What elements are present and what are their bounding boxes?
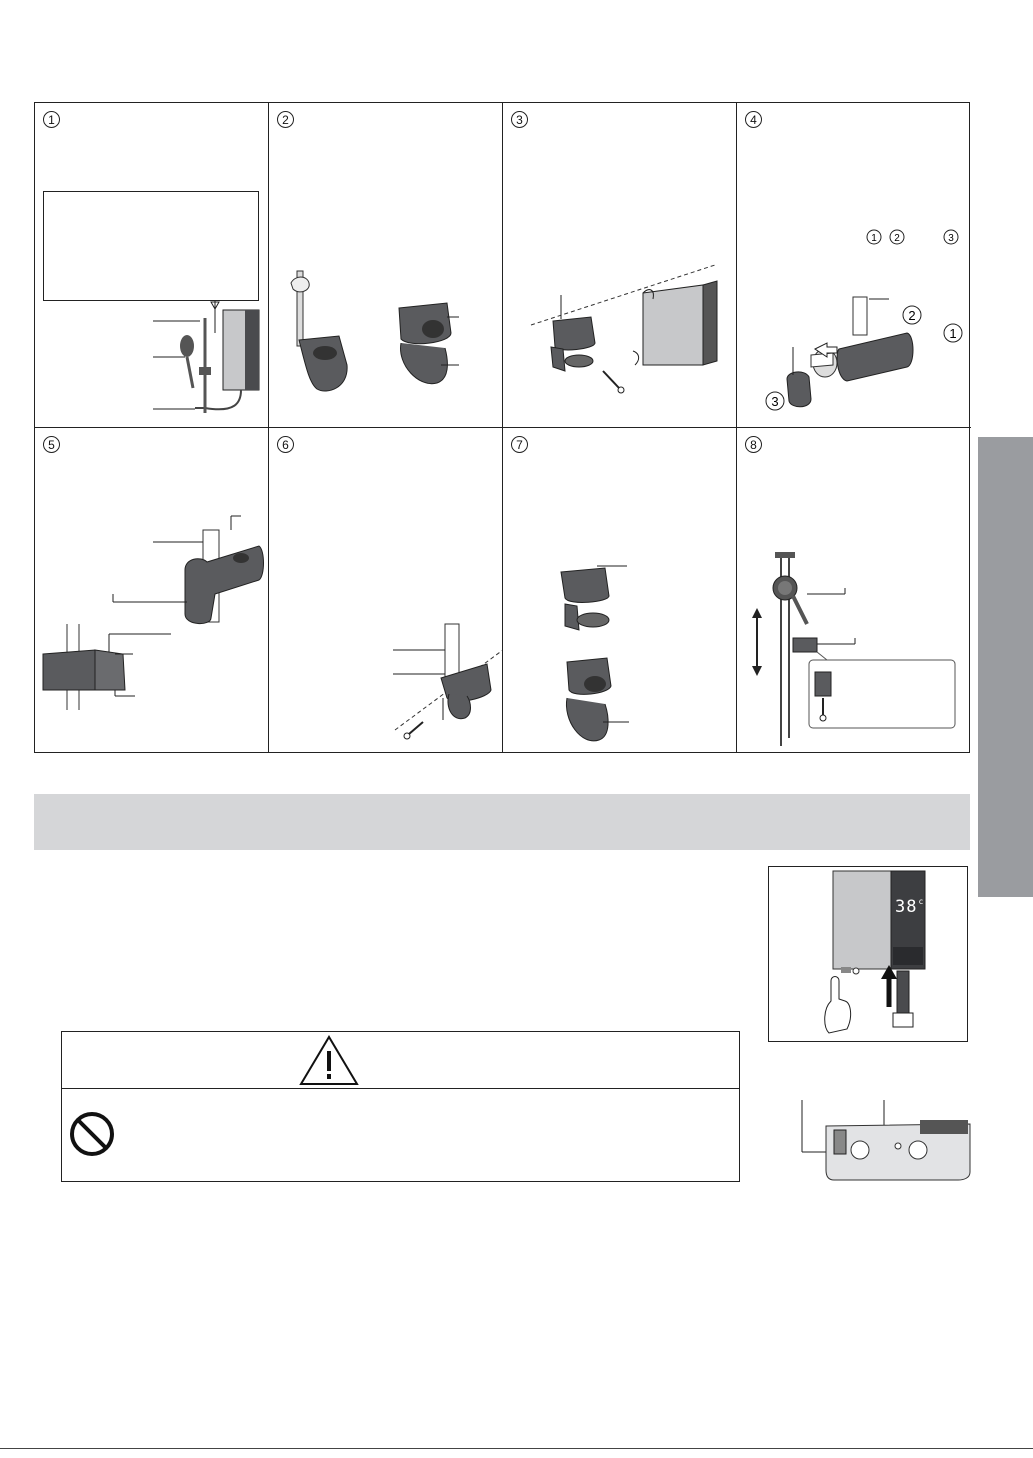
step-number: 5 [43,436,60,453]
step-1-panel [35,103,269,428]
warning-header-graphic [62,1032,741,1089]
temperature-value: 38 [895,897,918,917]
heater-bottom-panel-illustration [790,1090,975,1185]
step-number: 1 [43,111,60,128]
wall-mounting-illustration [503,103,737,428]
callout-2: 2 [908,308,916,323]
ref-2: 2 [894,233,900,244]
heater-with-shower-set-illustration [35,103,269,428]
warning-box [61,1031,740,1182]
warning-triangle-icon [301,1037,357,1084]
step-number: 8 [745,436,762,453]
page-footer-rule [0,1448,1033,1449]
step-4-reference-numbers [867,230,958,244]
step-number: 4 [745,111,762,128]
installation-steps-grid [34,102,970,753]
step-number: 7 [511,436,528,453]
completed-shower-set-illustration [737,428,971,753]
temperature-display [895,897,924,917]
temperature-unit: c [918,897,925,906]
slide-bar-holder-assembly-illustration [737,103,971,428]
step-number: 6 [277,436,294,453]
chapter-side-tab [978,437,1033,897]
heater-unit-drawing [769,867,968,1042]
step-3-panel [503,103,737,428]
bottom-panel-drawing [790,1090,975,1185]
slide-bar-fitting-illustration [35,428,269,753]
callout-3: 3 [771,394,779,409]
holder-screw-fixing-illustration [269,428,503,753]
section-heading-banner [34,794,970,850]
holder-orientation-illustration [503,428,737,753]
step-8-panel [737,428,971,753]
callout-1: 1 [949,326,957,341]
ref-3: 3 [948,233,954,244]
step-number: 2 [277,111,294,128]
step-7-panel [503,428,737,753]
ref-1: 1 [871,233,877,244]
heater-button-illustration [768,866,968,1042]
step-4-panel [737,103,971,428]
step-6-panel [269,428,503,753]
step-5-panel [35,428,269,753]
prohibited-icon [66,1104,126,1164]
bracket-holder-illustration [269,103,503,428]
warning-header [62,1032,739,1089]
step-number: 3 [511,111,528,128]
step-2-panel [269,103,503,428]
